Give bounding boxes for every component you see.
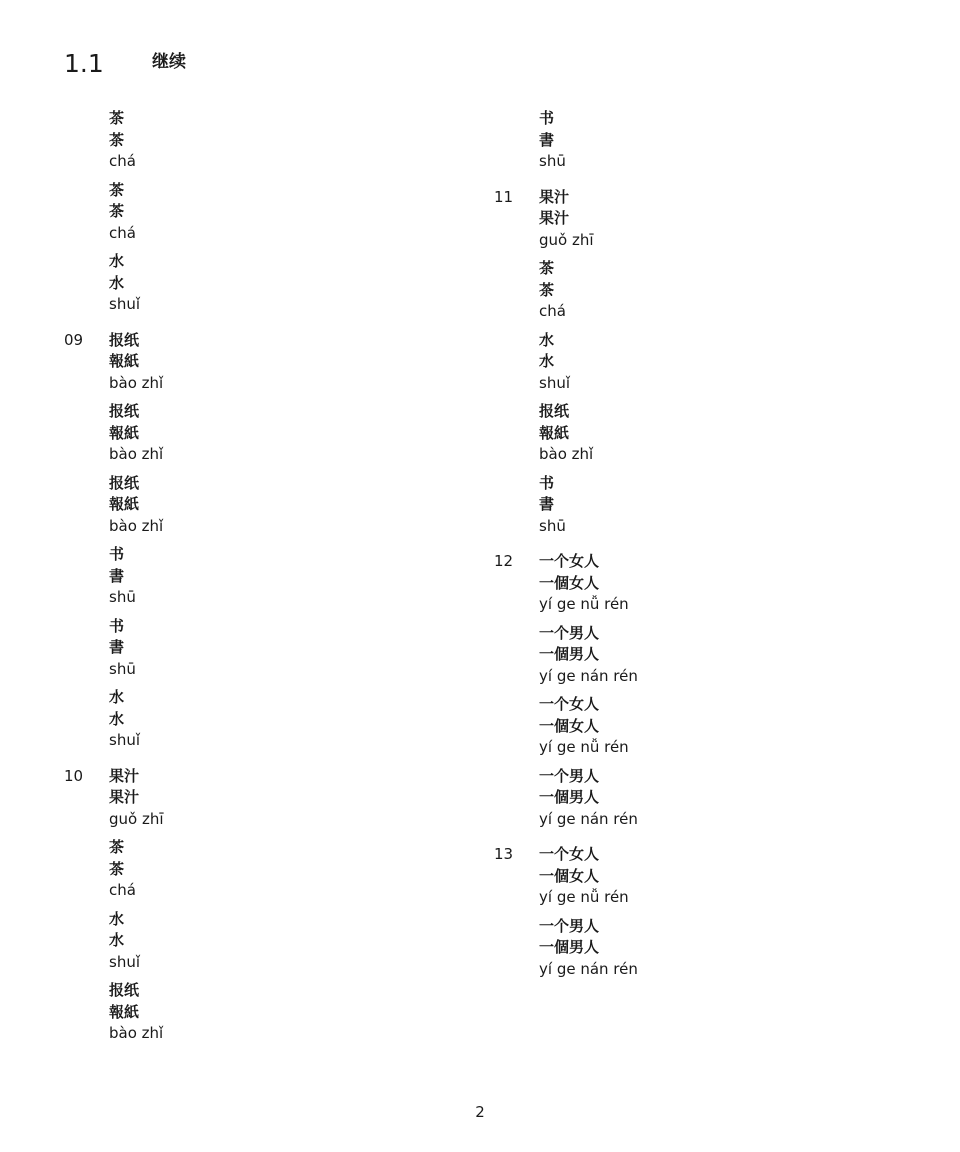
pinyin-text: bào zhǐ — [109, 1024, 164, 1042]
simplified-text: 水 — [539, 330, 555, 349]
traditional-text: 茶 — [109, 859, 125, 878]
traditional-text: 書 — [109, 566, 125, 585]
simplified-text: 果汁 — [539, 187, 570, 206]
exercise-group — [64, 766, 164, 1045]
pinyin-text: shū — [539, 152, 566, 170]
traditional-text: 水 — [109, 931, 125, 949]
vocab-entry — [109, 108, 164, 173]
traditional-text: 一個男人 — [539, 645, 600, 663]
vocab-entry — [109, 544, 164, 609]
pinyin-text: yí ge nǚ rén — [539, 595, 629, 613]
pinyin-text: yí ge nán rén — [539, 959, 638, 978]
vocab-entry — [539, 108, 638, 173]
vocab-entry — [109, 330, 164, 395]
traditional-text: 報紙 — [109, 423, 140, 442]
simplified-text: 一个男人 — [539, 623, 600, 642]
pinyin-text: shuǐ — [539, 373, 570, 392]
pinyin-text: bào zhǐ — [109, 373, 164, 392]
pinyin-text: bào zhǐ — [109, 445, 164, 463]
exercise-group — [494, 108, 638, 173]
pinyin-text: shuǐ — [109, 295, 140, 313]
vocab-entry — [539, 187, 638, 252]
simplified-text: 茶 — [109, 109, 125, 127]
section-title: 继续 — [152, 52, 186, 72]
exercise-number: 10 — [64, 766, 84, 785]
vocab-entry — [539, 694, 638, 759]
traditional-text: 書 — [539, 495, 555, 513]
vocab-entry — [539, 916, 638, 981]
exercise-number: 12 — [494, 552, 514, 570]
traditional-text: 茶 — [539, 280, 555, 299]
simplified-text: 报纸 — [109, 330, 140, 349]
exercise-number: 11 — [494, 187, 514, 206]
traditional-text: 水 — [109, 273, 125, 292]
pinyin-text: shū — [109, 659, 136, 678]
simplified-text: 书 — [109, 616, 125, 635]
page-number: 2 — [475, 1103, 485, 1121]
traditional-text: 水 — [109, 709, 125, 728]
pinyin-text: bào zhǐ — [109, 516, 164, 535]
vocab-entry — [109, 687, 164, 752]
simplified-text: 一个男人 — [539, 766, 600, 785]
simplified-text: 茶 — [109, 180, 125, 199]
pinyin-text: shuǐ — [109, 731, 140, 749]
traditional-text: 茶 — [109, 202, 125, 220]
simplified-text: 书 — [539, 109, 555, 127]
simplified-text: 一个男人 — [539, 916, 600, 935]
vocab-entry — [109, 980, 164, 1045]
exercise-group — [494, 551, 638, 830]
pinyin-text: chá — [109, 223, 136, 242]
pinyin-text: yí ge nǚ rén — [539, 888, 629, 906]
traditional-text: 一個女人 — [539, 866, 600, 885]
vocab-entry — [109, 401, 164, 466]
vocab-entry — [539, 623, 638, 688]
pinyin-text: yí ge nán rén — [539, 809, 638, 828]
simplified-text: 茶 — [539, 259, 555, 277]
traditional-text: 果汁 — [109, 788, 140, 806]
vocab-entry — [539, 258, 638, 323]
section-number: 1.1 — [64, 49, 104, 78]
vocab-entry — [539, 766, 638, 831]
traditional-text: 水 — [539, 352, 555, 370]
exercise-group — [494, 187, 638, 538]
vocab-entry — [109, 251, 164, 316]
simplified-text: 一个女人 — [539, 845, 600, 863]
pinyin-text: guǒ zhī — [109, 809, 164, 828]
exercise-group — [64, 330, 164, 752]
pinyin-text: shū — [539, 516, 566, 535]
pinyin-text: shuǐ — [109, 952, 140, 971]
simplified-text: 报纸 — [109, 473, 140, 492]
traditional-text: 報紙 — [109, 1002, 140, 1021]
simplified-text: 果汁 — [109, 766, 140, 785]
simplified-text: 报纸 — [109, 981, 140, 999]
traditional-text: 書 — [539, 130, 555, 149]
vocab-entry — [109, 766, 164, 831]
exercise-group — [64, 108, 164, 316]
vocab-entry — [109, 837, 164, 902]
pinyin-text: chá — [109, 881, 136, 899]
traditional-text: 報紙 — [109, 495, 140, 513]
simplified-text: 书 — [539, 473, 555, 492]
simplified-text: 水 — [109, 252, 125, 270]
pinyin-text: yí ge nǚ rén — [539, 738, 629, 756]
traditional-text: 一個男人 — [539, 788, 600, 806]
simplified-text: 报纸 — [109, 402, 140, 420]
traditional-text: 一個女人 — [539, 716, 600, 735]
traditional-text: 書 — [109, 638, 125, 656]
exercise-number: 09 — [64, 330, 84, 349]
exercise-group — [494, 844, 638, 980]
pinyin-text: chá — [109, 152, 136, 170]
pinyin-text: yí ge nán rén — [539, 666, 638, 685]
right-column — [494, 108, 638, 980]
exercise-number: 13 — [494, 845, 514, 863]
vocab-entry — [539, 330, 638, 395]
vocab-entry — [539, 401, 638, 466]
vocab-entry — [539, 473, 638, 538]
simplified-text: 水 — [109, 909, 125, 928]
vocab-entry — [109, 909, 164, 974]
vocab-entry — [109, 616, 164, 681]
pinyin-text: bào zhǐ — [539, 445, 594, 463]
simplified-text: 一个女人 — [539, 695, 600, 713]
simplified-text: 报纸 — [539, 402, 570, 420]
traditional-text: 一個男人 — [539, 938, 600, 956]
simplified-text: 茶 — [109, 838, 125, 856]
vocab-entry — [109, 473, 164, 538]
pinyin-text: shū — [109, 588, 136, 606]
simplified-text: 书 — [109, 545, 125, 563]
traditional-text: 一個女人 — [539, 573, 600, 592]
simplified-text: 一个女人 — [539, 552, 600, 570]
traditional-text: 報紙 — [539, 423, 570, 442]
traditional-text: 果汁 — [539, 209, 570, 227]
traditional-text: 報紙 — [109, 352, 140, 370]
traditional-text: 茶 — [109, 130, 125, 149]
vocab-entry — [109, 180, 164, 245]
simplified-text: 水 — [109, 688, 125, 706]
pinyin-text: guǒ zhī — [539, 230, 594, 249]
pinyin-text: chá — [539, 302, 566, 320]
vocab-entry — [539, 551, 638, 616]
vocab-entry — [539, 844, 638, 909]
left-column — [64, 108, 164, 1045]
